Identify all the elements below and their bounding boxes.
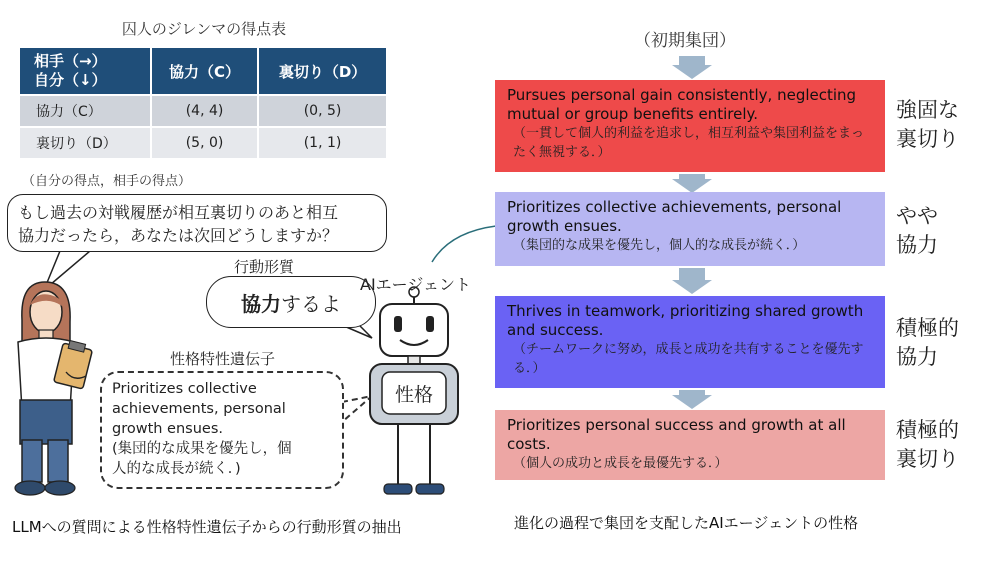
gene-bubble-tail: [342, 396, 372, 422]
side-label-strong-defect: [896, 96, 959, 154]
flow-box-jp: （チームワークに努め，成長と成功を共有することを優先する．）: [513, 342, 864, 376]
side-label-slight-cooperate: [896, 202, 938, 260]
agent-label: AIエージェント: [360, 275, 472, 294]
side-label-line: 協力: [896, 345, 938, 369]
flow-box-en: Prioritizes personal success and growth at all costs.: [507, 416, 846, 453]
corner-line-1: 相手（→）: [34, 52, 107, 70]
flow-box-en: Thrives in teamwork, prioritizing shared growth and success.: [507, 302, 864, 339]
payoff-table-title: 囚人のジレンマの得点表: [121, 20, 287, 38]
side-label-active-cooperate: [896, 314, 959, 372]
left-caption: LLMへの質問による性格特性遺伝子からの行動形質の抽出: [12, 518, 402, 536]
gene-jp-line-2: 人的な成長が続く．): [112, 461, 241, 477]
question-line-2: 協力だったら，あなたは次回どうしますか？: [18, 226, 339, 245]
row-header-cooperate: 協力（C）: [20, 96, 150, 126]
side-label-line: 強固な: [896, 98, 959, 122]
flow-box-strong-defect: [495, 80, 885, 172]
flow-box-jp: （一貫して個人的利益を追求し，相互利益や集団利益をまったく無視する．）: [513, 126, 865, 160]
initial-population-label: （初期集団）: [634, 31, 736, 51]
flow-arrow-down-icon: [672, 65, 712, 79]
flow-arrow-stem: [679, 268, 705, 280]
side-label-line: やや: [896, 204, 938, 228]
answer-bold: 協力: [241, 291, 281, 316]
flow-arrow-down-icon: [672, 179, 712, 193]
flow-box-active-cooperate: [495, 296, 885, 388]
table-cell: (4, 4): [152, 96, 257, 126]
column-header-defect: 裏切り（D）: [259, 48, 386, 94]
flow-arrow-down-icon: [672, 395, 712, 409]
side-label-line: 裏切り: [896, 447, 959, 471]
side-label-line: 積極的: [896, 418, 959, 442]
flow-box-jp: （個人の成功と成長を最優先する．）: [513, 456, 728, 471]
robot-body-label: 性格: [394, 384, 433, 406]
side-label-active-defect: [896, 416, 959, 474]
side-label-line: 協力: [896, 233, 938, 257]
flow-box-jp: （集団的な成果を優先し，個人的な成長が続く．）: [513, 238, 806, 253]
connector-line: [432, 226, 496, 262]
table-cell: (0, 5): [259, 96, 386, 126]
gene-label: 性格特性遺伝子: [170, 350, 276, 368]
table-cell: (1, 1): [259, 128, 386, 158]
right-caption: 進化の過程で集団を支配したAIエージェントの性格: [514, 514, 859, 532]
answer-rest: するよ: [281, 291, 341, 316]
flow-box-en: Prioritizes collective achievements, personal growth ensues.: [507, 198, 842, 235]
flow-box-slight-cooperate: [495, 192, 885, 266]
flow-arrow-down-icon: [672, 280, 712, 294]
question-line-1: もし過去の対戦履歴が相互裏切りのあと相互: [18, 203, 339, 222]
gene-en-line-3: growth ensues.: [112, 421, 224, 437]
column-header-cooperate: 協力（C）: [152, 48, 257, 94]
question-bubble: [7, 194, 387, 252]
corner-line-2: 自分（↓）: [34, 71, 107, 89]
gene-bubble: [100, 371, 344, 489]
side-label-line: 裏切り: [896, 127, 959, 151]
gene-jp-line-1: (集団的な成果を優先し，個: [112, 441, 292, 457]
payoff-table-note: （自分の得点，相手の得点）: [22, 174, 192, 189]
behavior-label: 行動形質: [234, 258, 295, 276]
table-cell: (5, 0): [152, 128, 257, 158]
gene-en-line-1: Prioritizes collective: [112, 381, 257, 397]
answer-bubble: [206, 276, 376, 328]
side-label-line: 積極的: [896, 316, 959, 340]
gene-en-line-2: achievements, personal: [112, 401, 286, 417]
row-header-defect: 裏切り（D）: [20, 128, 150, 158]
flow-box-en: Pursues personal gain consistently, neglecting mutual or group benefits entirely.: [507, 86, 857, 123]
person-figure: [15, 282, 92, 495]
flow-box-active-defect: [495, 410, 885, 480]
